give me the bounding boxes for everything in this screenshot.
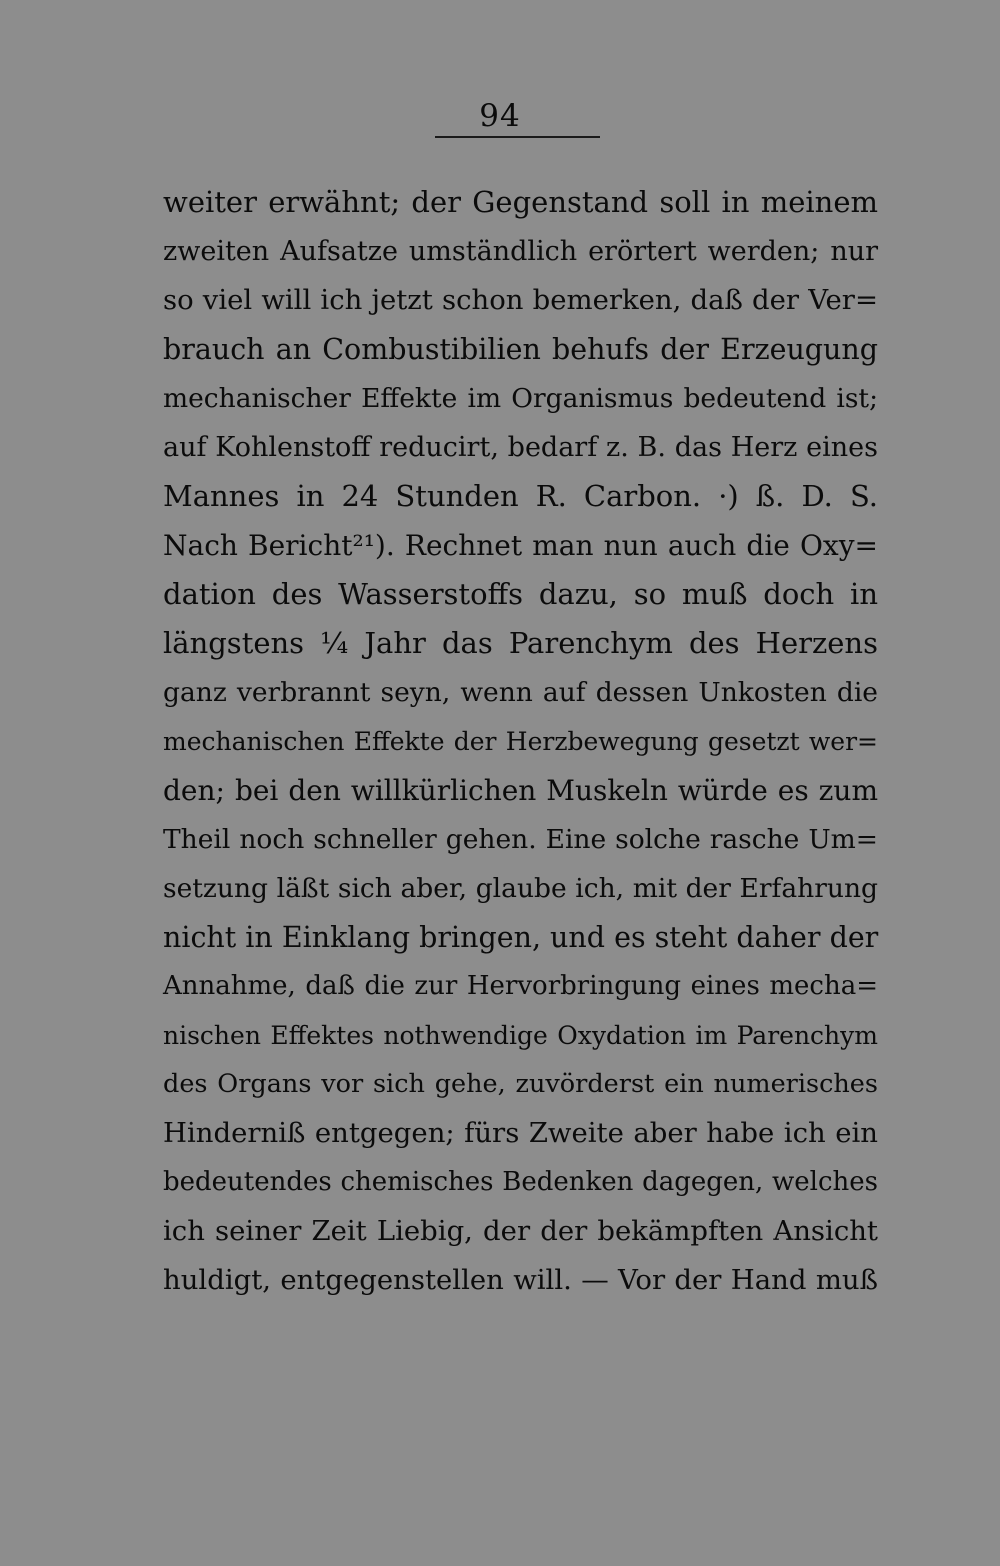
text-line: brauch an Combustibilien behufs der Erzeugung: [163, 333, 878, 366]
text-line: mechanischen Effekte der Herzbewegung gesetzt wer=: [163, 727, 878, 756]
text-line: zweiten Aufsatze umständlich erörtert werden; nur: [163, 236, 878, 267]
page-number: 94: [479, 98, 521, 134]
text-line: nischen Effektes nothwendige Oxydation im Parenchym: [163, 1021, 878, 1050]
text-line: des Organs vor sich gehe, zuvörderst ein numerisches: [163, 1069, 878, 1099]
text-line: Annahme, daß die zur Hervorbringung eines mecha=: [163, 971, 878, 1001]
text-line: huldigt, entgegenstellen will. — Vor der Hand muß: [163, 1264, 878, 1296]
text-line: weiter erwähnt; der Gegenstand soll in meinem: [163, 185, 878, 219]
text-line: bedeutendes chemisches Bedenken dagegen, welches: [163, 1167, 878, 1197]
text-line: ich seiner Zeit Liebig, der der bekämpften Ansicht: [163, 1215, 878, 1247]
text-line: setzung läßt sich aber, glaube ich, mit der Erfahrung: [163, 873, 878, 904]
text-line: Theil noch schneller gehen. Eine solche rasche Um=: [163, 824, 878, 855]
text-line: so viel will ich jetzt schon bemerken, daß der Ver=: [163, 284, 878, 316]
text-line: Nach Bericht²¹). Rechnet man nun auch die Oxy=: [163, 529, 878, 562]
text-line: ganz verbrannt seyn, wenn auf dessen Unkosten die: [163, 677, 878, 708]
text-line: nicht in Einklang bringen, und es steht daher der: [163, 921, 879, 954]
text-line: Hinderniß entgegen; fürs Zweite aber habe ich ein: [163, 1117, 878, 1149]
text-line: Mannes in 24 Stunden R. Carbon. ·) ß. D. S.: [163, 479, 878, 513]
text-line: auf Kohlenstoff reducirt, bedarf z. B. das Herz eines: [163, 432, 878, 463]
text-line: längstens ¼ Jahr das Parenchym des Herzens: [163, 626, 878, 660]
text-line: den; bei den willkürlichen Muskeln würde es zum: [163, 774, 878, 807]
text-line: mechanischer Effekte im Organismus bedeutend ist;: [163, 383, 878, 414]
header-rule: [435, 136, 600, 138]
text-line: dation des Wasserstoffs dazu, so muß doch in: [163, 577, 878, 611]
body-text: [163, 178, 878, 1305]
